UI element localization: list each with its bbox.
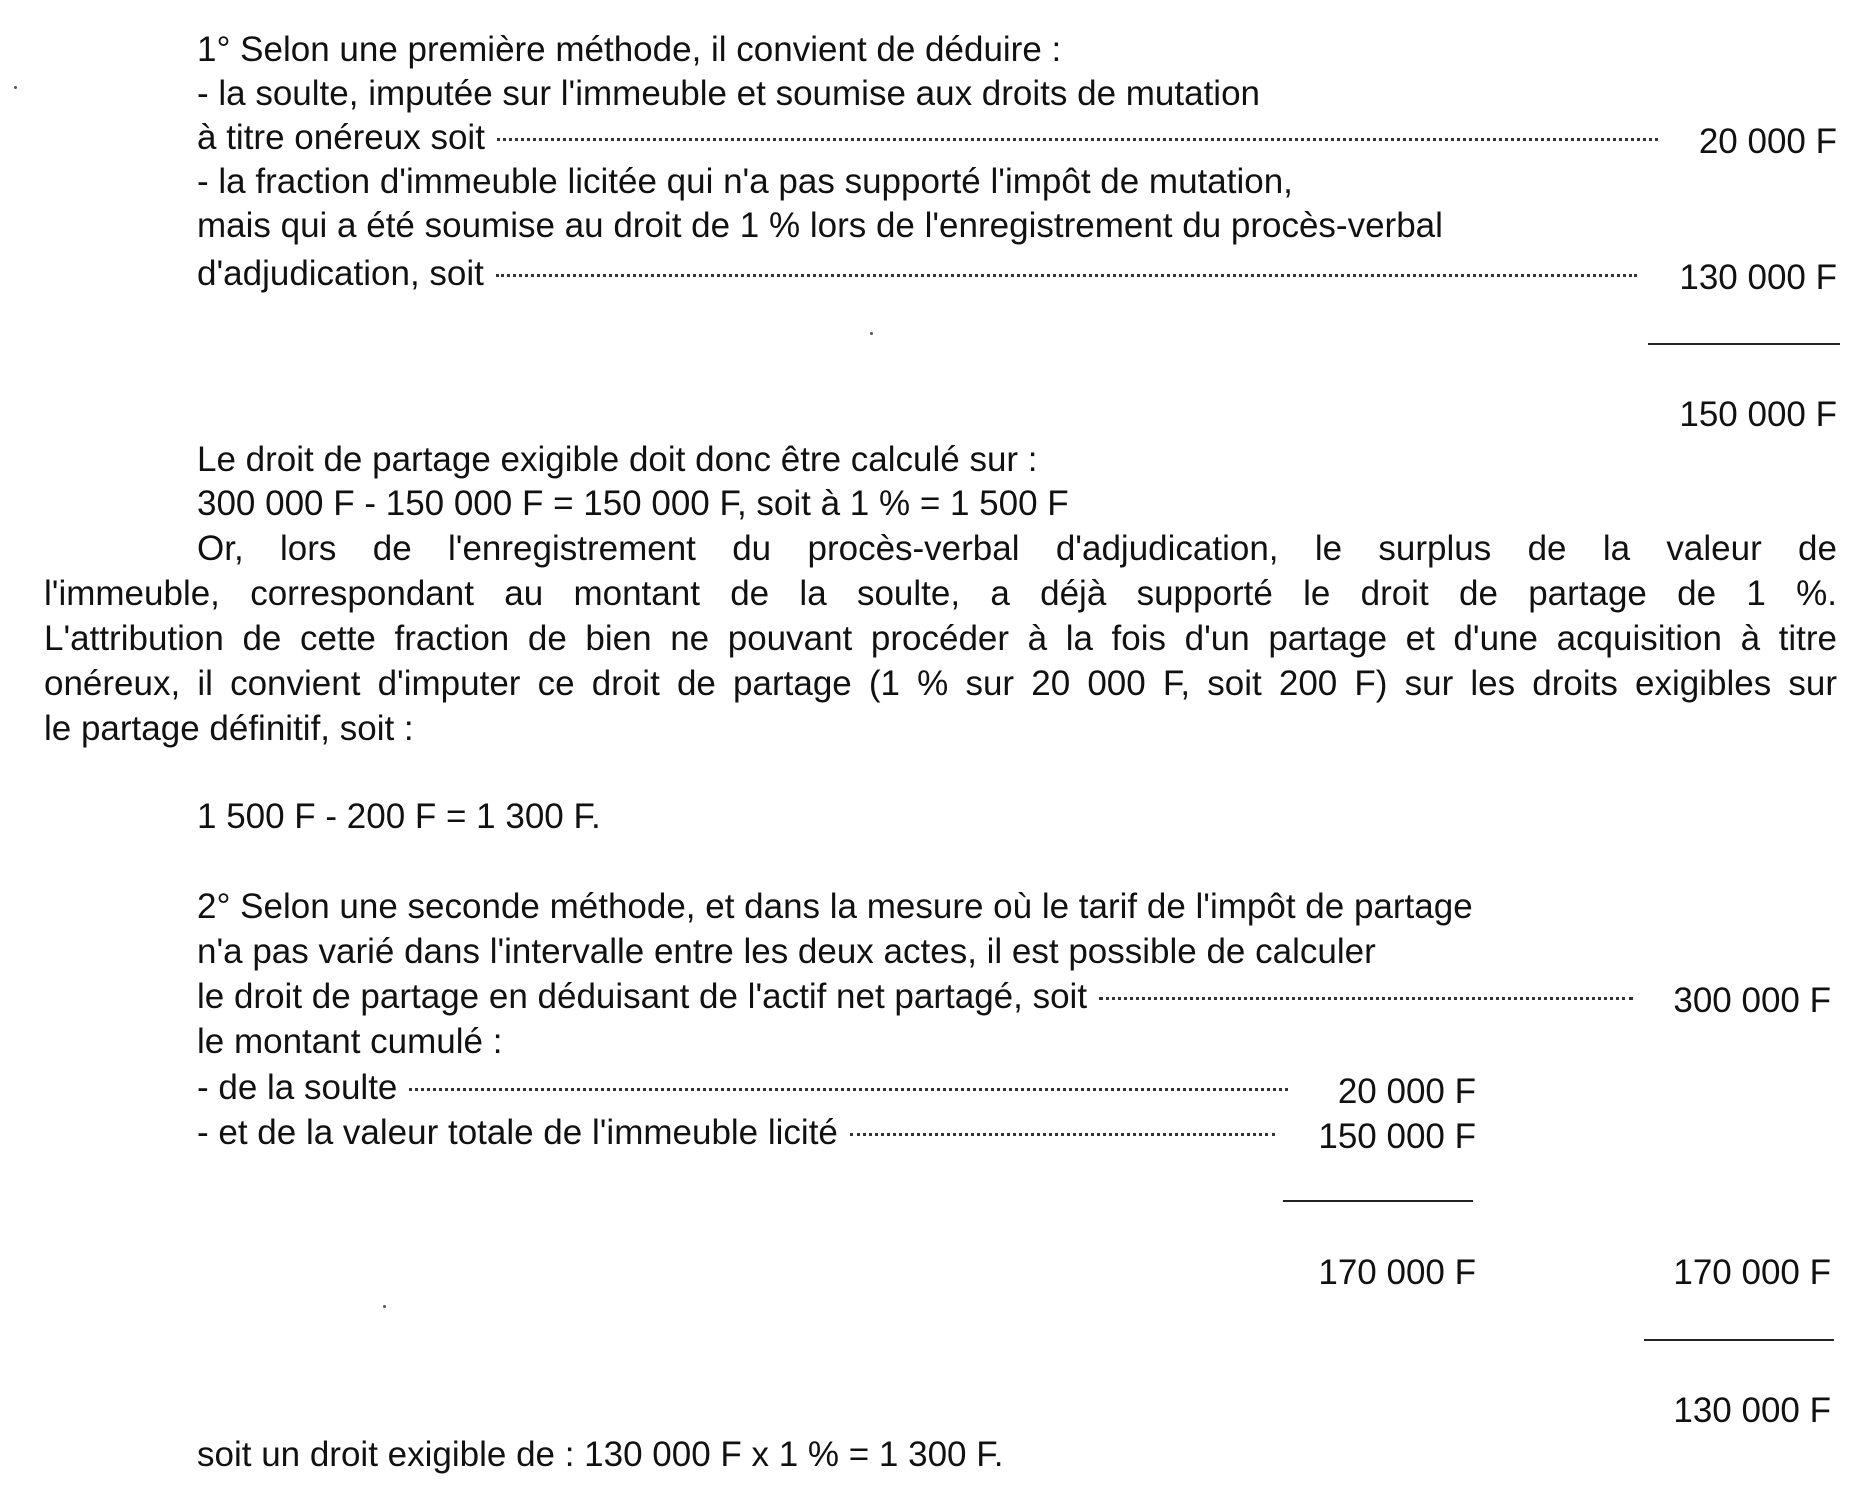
method2-line3-row — [197, 975, 1645, 1019]
method1-para-line5: le partage définitif, soit : — [44, 709, 414, 748]
method1-item2-row — [197, 252, 1649, 296]
dot-leader — [496, 273, 1637, 277]
scan-speck — [870, 332, 873, 335]
method2-final: 130 000 F — [1673, 1391, 1831, 1430]
method1-para-line2: l'immeuble, correspondant au montant de la soulte, a déjà supporté le droit de partage de 1 %. — [44, 574, 1837, 613]
method2-line1: 2° Selon une seconde méthode, et dans la mesure où le tarif de l'impôt de partage — [197, 887, 1473, 926]
method1-item2-amount: 130 000 F — [1679, 258, 1837, 297]
method1-calc-intro: Le droit de partage exigible doit donc être calculé sur : — [197, 440, 1038, 479]
method2-line2: n'a pas varié dans l'intervalle entre les deux actes, il est possible de calculer — [197, 932, 1376, 971]
method1-para-line3: L'attribution de cette fraction de bien ne pouvant procéder à la fois d'un partage et d'une acquisition à titre — [44, 619, 1837, 658]
method1-total: 150 000 F — [1679, 395, 1837, 434]
method1-item1-amount: 20 000 F — [1698, 122, 1837, 161]
method2-item2: - et de la valeur totale de l'immeuble licité — [197, 1113, 838, 1152]
method1-item1-row — [197, 116, 1670, 160]
sum-rule — [1648, 343, 1840, 345]
method2-line3: le droit de partage en déduisant de l'actif net partagé, soit — [197, 977, 1088, 1016]
final-rule — [1644, 1339, 1834, 1341]
method2-item2-amount: 150 000 F — [1318, 1117, 1476, 1156]
method1-para-line1: Or, lors de l'enregistrement du procès-verbal d'adjudication, le surplus de la valeur de — [197, 529, 1837, 568]
method2-line3-amount: 300 000 F — [1673, 981, 1831, 1020]
method2-item1: - de la soulte — [197, 1068, 398, 1107]
method2-conclusion: soit un droit exigible de : 130 000 F x 1 % = 1 300 F. — [197, 1435, 1004, 1474]
subtotal-rule — [1283, 1200, 1473, 1202]
method1-calc-line: 300 000 F - 150 000 F = 150 000 F, soit à 1 % = 1 500 F — [197, 484, 1069, 523]
method1-para-line4: onéreux, il convient d'imputer ce droit de partage (1 % sur 20 000 F, soit 200 F) sur les droits exigibles sur — [44, 664, 1837, 703]
method2-item2-row — [197, 1111, 1287, 1155]
method1-result: 1 500 F - 200 F = 1 300 F. — [197, 797, 601, 836]
method1-heading: 1° Selon une première méthode, il convient de déduire : — [197, 30, 1062, 69]
scan-speck — [383, 1305, 386, 1308]
method1-item1-line2: à titre onéreux soit — [197, 118, 485, 157]
dot-leader — [497, 137, 1658, 141]
method2-line4: le montant cumulé : — [197, 1022, 503, 1061]
dot-leader — [409, 1087, 1288, 1091]
dot-leader — [1099, 996, 1633, 1000]
method1-item2-line3: d'adjudication, soit — [197, 254, 484, 293]
method2-subtotal: 170 000 F — [1318, 1253, 1476, 1292]
method2-item1-amount: 20 000 F — [1337, 1072, 1476, 1111]
method1-item2-line2: mais qui a été soumise au droit de 1 % lors de l'enregistrement du procès-verbal — [197, 206, 1443, 245]
method1-item1-line1: - la soulte, imputée sur l'immeuble et soumise aux droits de mutation — [197, 74, 1261, 113]
method2-item1-row — [197, 1066, 1300, 1110]
method1-item2-line1: - la fraction d'immeuble licitée qui n'a pas supporté l'impôt de mutation, — [197, 162, 1293, 201]
dot-leader — [850, 1132, 1275, 1136]
method2-subtotal-right: 170 000 F — [1673, 1253, 1831, 1292]
scan-speck — [14, 86, 17, 89]
